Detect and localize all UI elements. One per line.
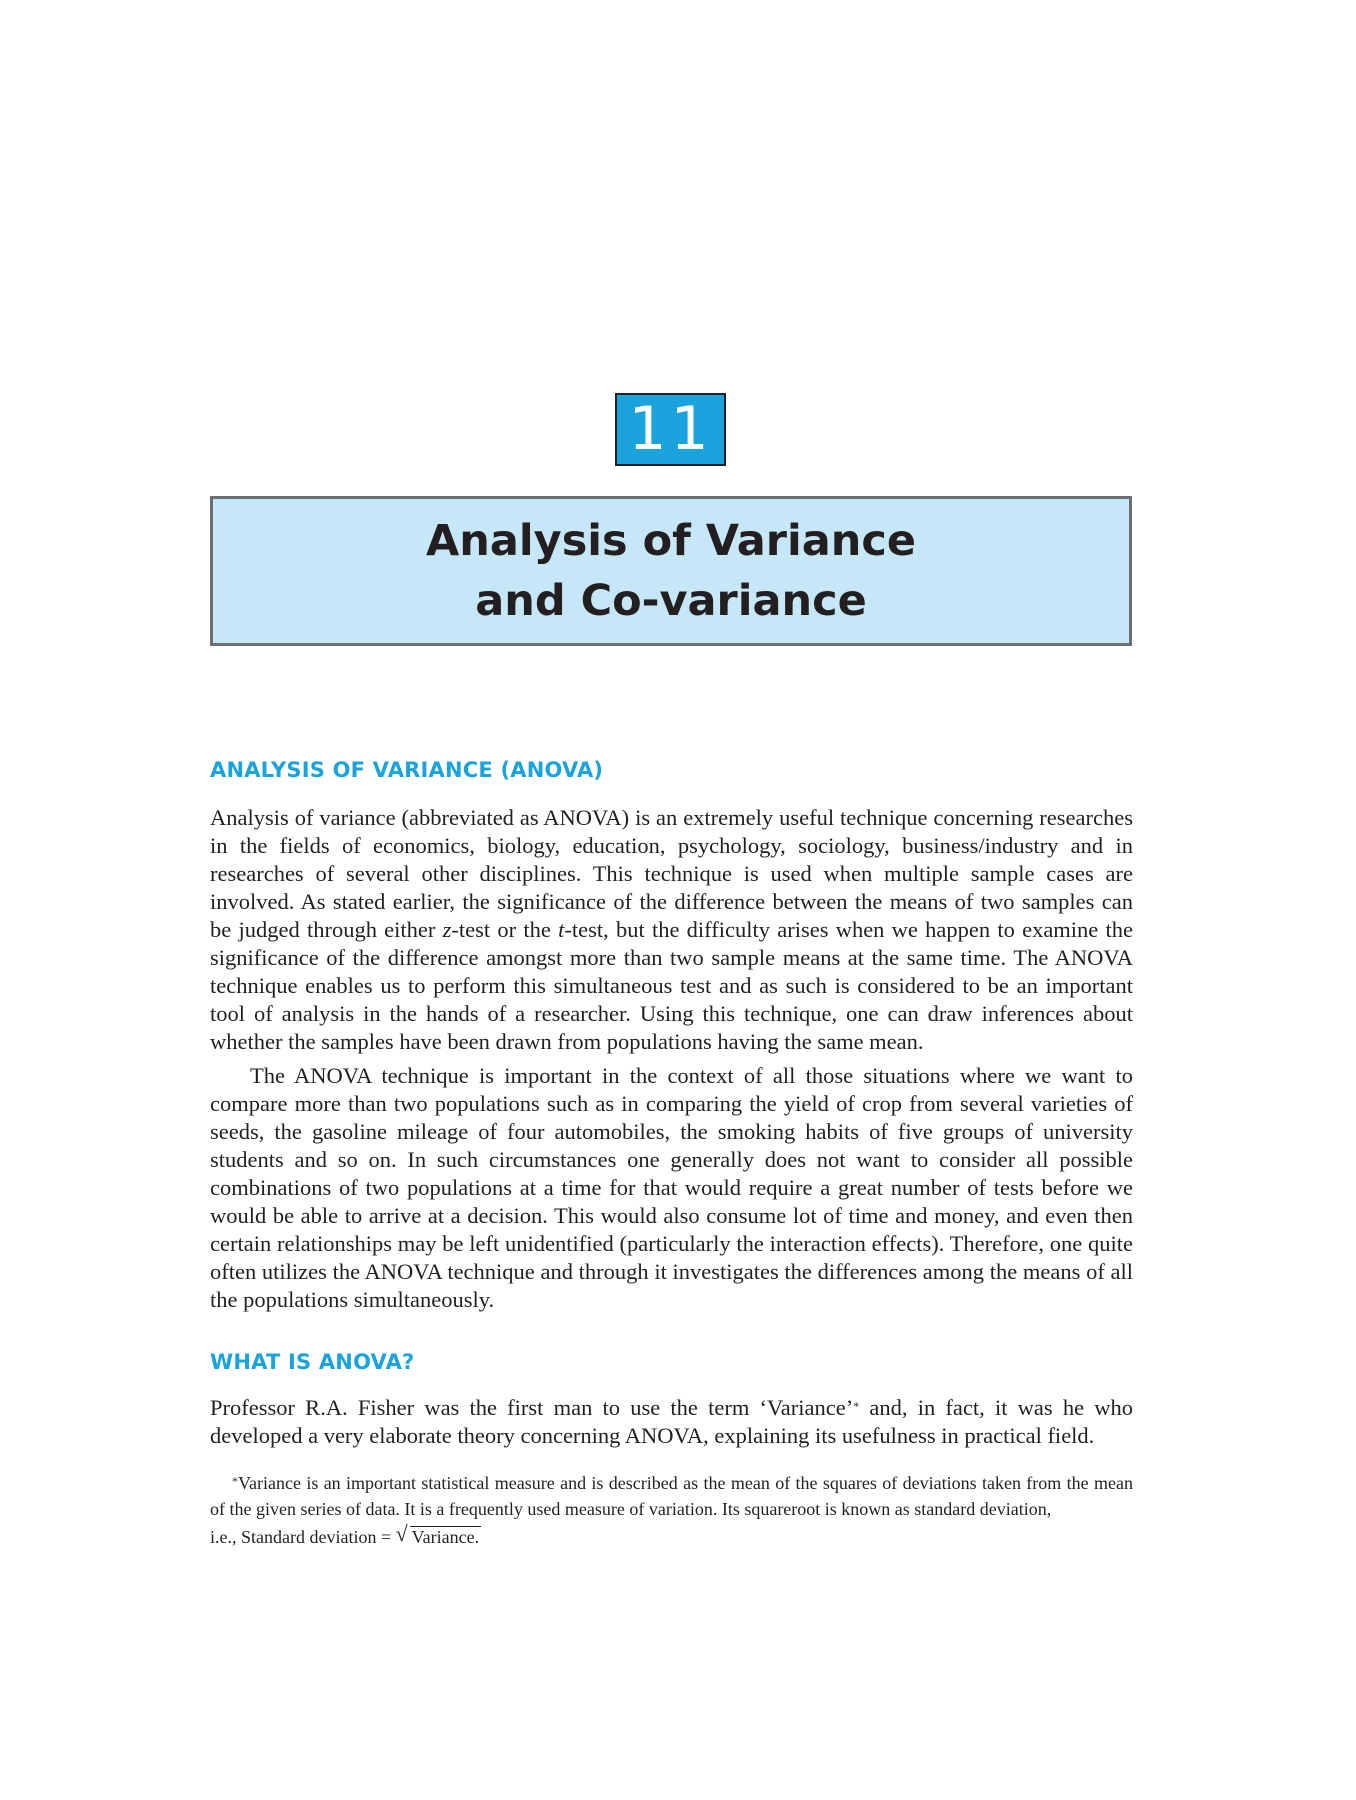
paragraph-anova-context: The ANOVA technique is important in the context of all those situations where we want to compare more than two populations such as in comparing the yield of crop from several varieties of seeds, the gasoline mileage of four automobiles, the smoking habits of five groups of university students and so on. In such circumstances one generally does not want to consider all possible combinations of two populations at a time for that would require a great number of tests before we would be able to arrive at a decision. This would also consume lot of time and money, and even then certain relationships may be left unidentified (particularly the interaction effects). Therefore, one quite often utilizes the ANOVA technique and through it investigates the differences among the means of all the populations simultaneously. [210, 1063, 1133, 1312]
square-root-argument: Variance. [411, 1527, 480, 1547]
footnote-formula [210, 1522, 1133, 1552]
chapter-title-box [210, 496, 1132, 646]
t-test-symbol: t [558, 917, 565, 942]
z-test-symbol: z [442, 917, 452, 942]
footnote [210, 1470, 1133, 1522]
chapter-title-line-1: Analysis of Variance [426, 516, 916, 566]
chapter-title-line-2: and Co-variance [475, 576, 867, 626]
paragraph-text: and, in fact, it was he who developed a very elaborate theory concerning ANOVA, explaining its usefulness in practical field. [210, 1395, 1133, 1448]
section-heading-what-is-anova: WHAT IS ANOVA? [210, 1350, 415, 1374]
formula-prefix: i.e., Standard deviation = [210, 1527, 396, 1547]
chapter-body [210, 758, 1133, 1552]
chapter-number-badge: 11 [615, 393, 726, 466]
section-heading-anova: ANALYSIS OF VARIANCE (ANOVA) [210, 758, 604, 782]
footnote-text: Variance is an important statistical measure and is described as the mean of the squares of deviations taken from the mean of the given series of data. It is a frequently used measure of variation. Its squareroot is known as standard deviation, [210, 1473, 1133, 1519]
paragraph-text: Analysis of variance (abbreviated as ANOVA) is an extremely useful technique concerning researches in the fields of economics, biology, education, psychology, sociology, business/industry and in researches of several other disciplines. This technique is used when multiple sample cases are involved. As stated earlier, the significance of the difference between the means of two samples can be judged through either [210, 805, 1133, 942]
footnote-mark: * [232, 1474, 238, 1488]
paragraph-anova-intro [210, 804, 1133, 1056]
paragraph-text: -test or the [451, 917, 559, 942]
square-root-symbol: √ [395, 1521, 408, 1546]
footnote-reference: * [853, 1399, 860, 1413]
paragraph-text: Professor R.A. Fisher was the first man to use the term ‘Variance’ [210, 1395, 854, 1420]
paragraph-text: -test, but the difficulty arises when we happen to examine the significance of the difference amongst more than two sample means at the same time. The ANOVA technique enables us to perform this simultaneous test and as such is considered to be an important tool of analysis in the hands of a researcher. Using this technique, one can draw inferences about whether the samples have been drawn from populations having the same mean. [210, 917, 1134, 1054]
paragraph-fisher [210, 1394, 1133, 1450]
square-root-expression [396, 1522, 481, 1552]
